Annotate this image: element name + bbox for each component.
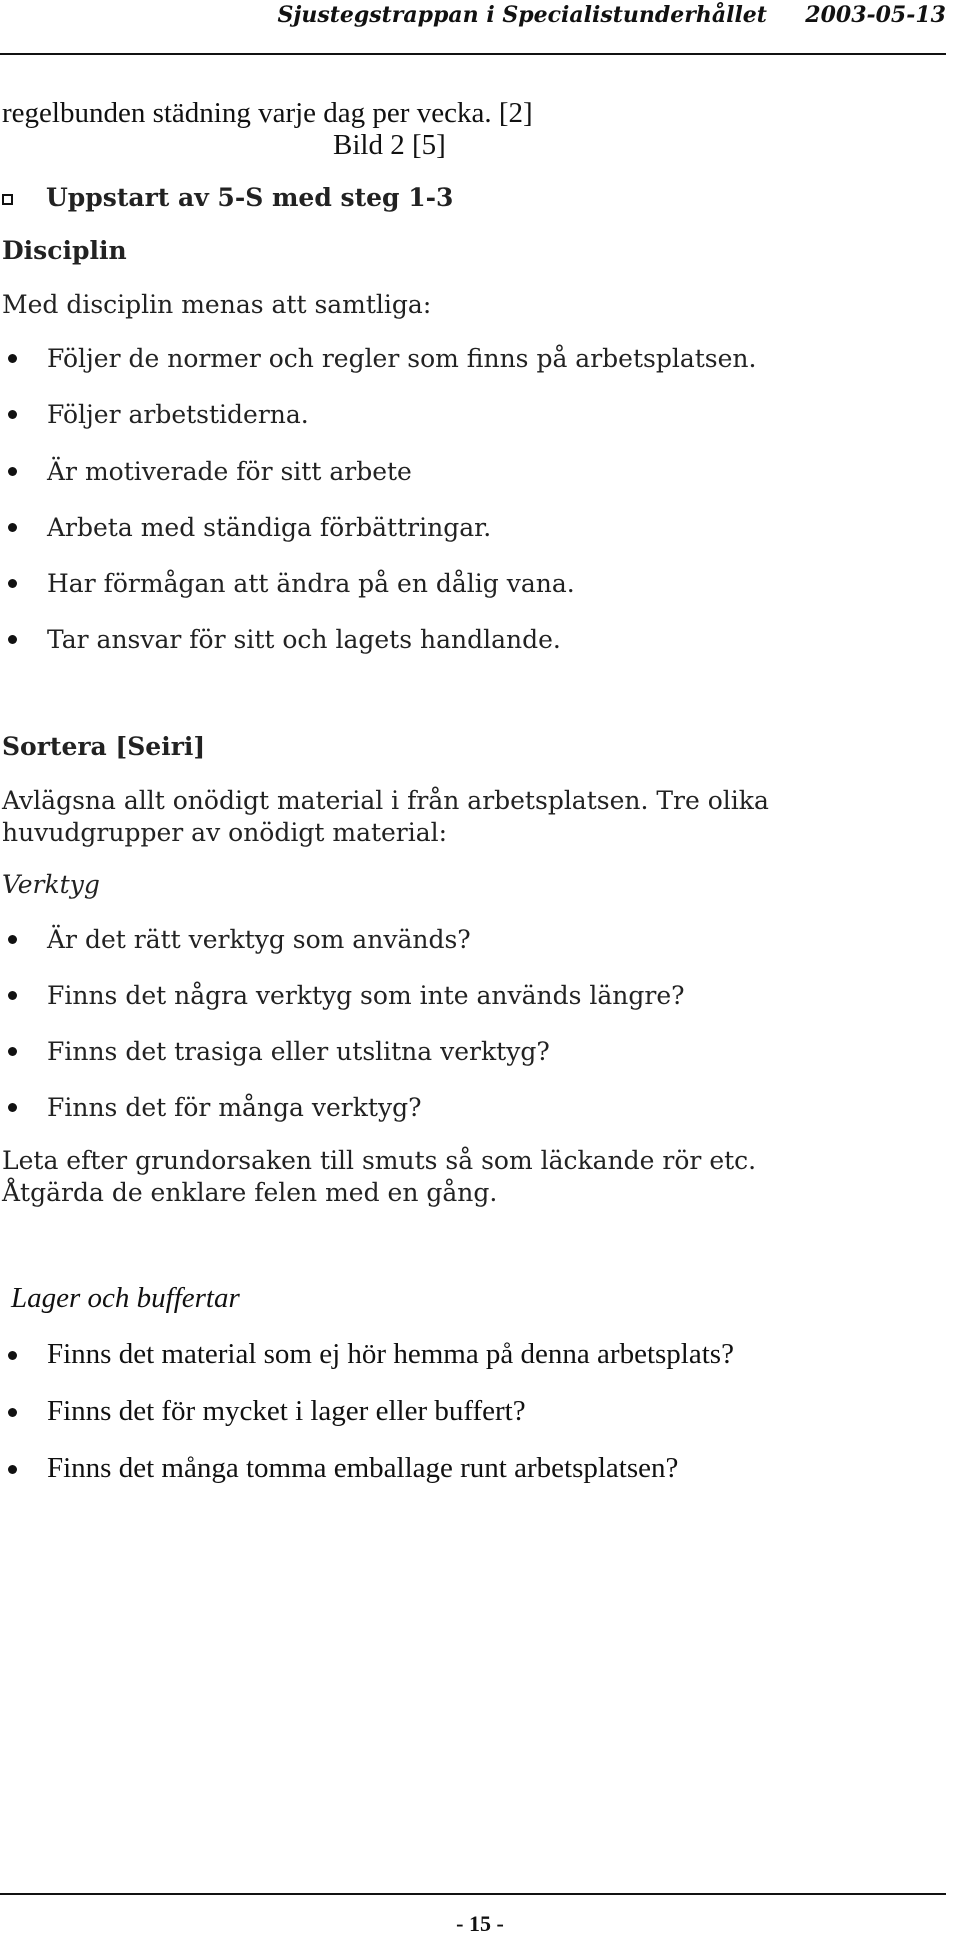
bullet-icon xyxy=(8,635,17,644)
list-item: Finns det för mycket i lager eller buffert? xyxy=(47,1395,526,1427)
page-number: - 15 - xyxy=(456,1911,504,1936)
checkbox-icon xyxy=(2,194,13,205)
checkbox-item-label: Uppstart av 5-S med steg 1-3 xyxy=(46,183,454,212)
list-item: Finns det trasiga eller utslitna verktyg? xyxy=(47,1037,550,1066)
bullet-icon xyxy=(8,1047,17,1056)
list-item: Följer de normer och regler som finns på arbetsplatsen. xyxy=(47,344,757,373)
sortera-intro-line: huvudgrupper av onödigt material: xyxy=(2,818,448,847)
list-item: Finns det material som ej hör hemma på denna arbetsplats? xyxy=(47,1338,734,1370)
list-item: Är det rätt verktyg som används? xyxy=(47,925,471,954)
list-item: Finns det några verktyg som inte används längre? xyxy=(47,981,685,1010)
intro-line: regelbunden städning varje dag per vecka. [2] xyxy=(2,97,533,129)
header-date: 2003-05-13 xyxy=(805,2,946,28)
running-header xyxy=(277,0,946,30)
subheading-verktyg: Verktyg xyxy=(2,870,100,899)
list-item: Tar ansvar för sitt och lagets handlande. xyxy=(47,625,561,654)
sortera-intro-line: Avlägsna allt onödigt material i från arbetsplatsen. Tre olika xyxy=(2,786,769,815)
section-heading-disciplin: Disciplin xyxy=(2,236,127,265)
list-item: Följer arbetstiderna. xyxy=(47,400,309,429)
list-item: Finns det många tomma emballage runt arbetsplatsen? xyxy=(47,1452,679,1484)
sortera-note-line: Åtgärda de enklare felen med en gång. xyxy=(2,1178,498,1207)
bullet-icon xyxy=(8,579,17,588)
bullet-icon xyxy=(8,991,17,1000)
sortera-note-line: Leta efter grundorsaken till smuts så som läckande rör etc. xyxy=(2,1146,757,1175)
footer-rule xyxy=(0,1893,946,1895)
bullet-icon xyxy=(8,1103,17,1112)
bullet-icon xyxy=(8,354,17,363)
image-reference: Bild 2 [5] xyxy=(333,129,446,161)
section-heading-sortera: Sortera [Seiri] xyxy=(2,732,206,761)
bullet-icon xyxy=(8,523,17,532)
subheading-lager: Lager och buffertar xyxy=(11,1282,240,1314)
bullet-icon xyxy=(8,1465,17,1474)
list-item: Har förmågan att ändra på en dålig vana. xyxy=(47,569,575,598)
bullet-icon xyxy=(8,1351,17,1360)
header-title: Sjustegstrappan i Specialistunderhållet xyxy=(277,2,767,28)
header-rule xyxy=(0,53,946,55)
bullet-icon xyxy=(8,410,17,419)
bullet-icon xyxy=(8,467,17,476)
list-item: Arbeta med ständiga förbättringar. xyxy=(47,513,492,542)
list-item: Är motiverade för sitt arbete xyxy=(47,457,412,486)
list-item: Finns det för många verktyg? xyxy=(47,1093,422,1122)
bullet-icon xyxy=(8,935,17,944)
bullet-icon xyxy=(8,1408,17,1417)
disciplin-intro: Med disciplin menas att samtliga: xyxy=(2,290,432,319)
